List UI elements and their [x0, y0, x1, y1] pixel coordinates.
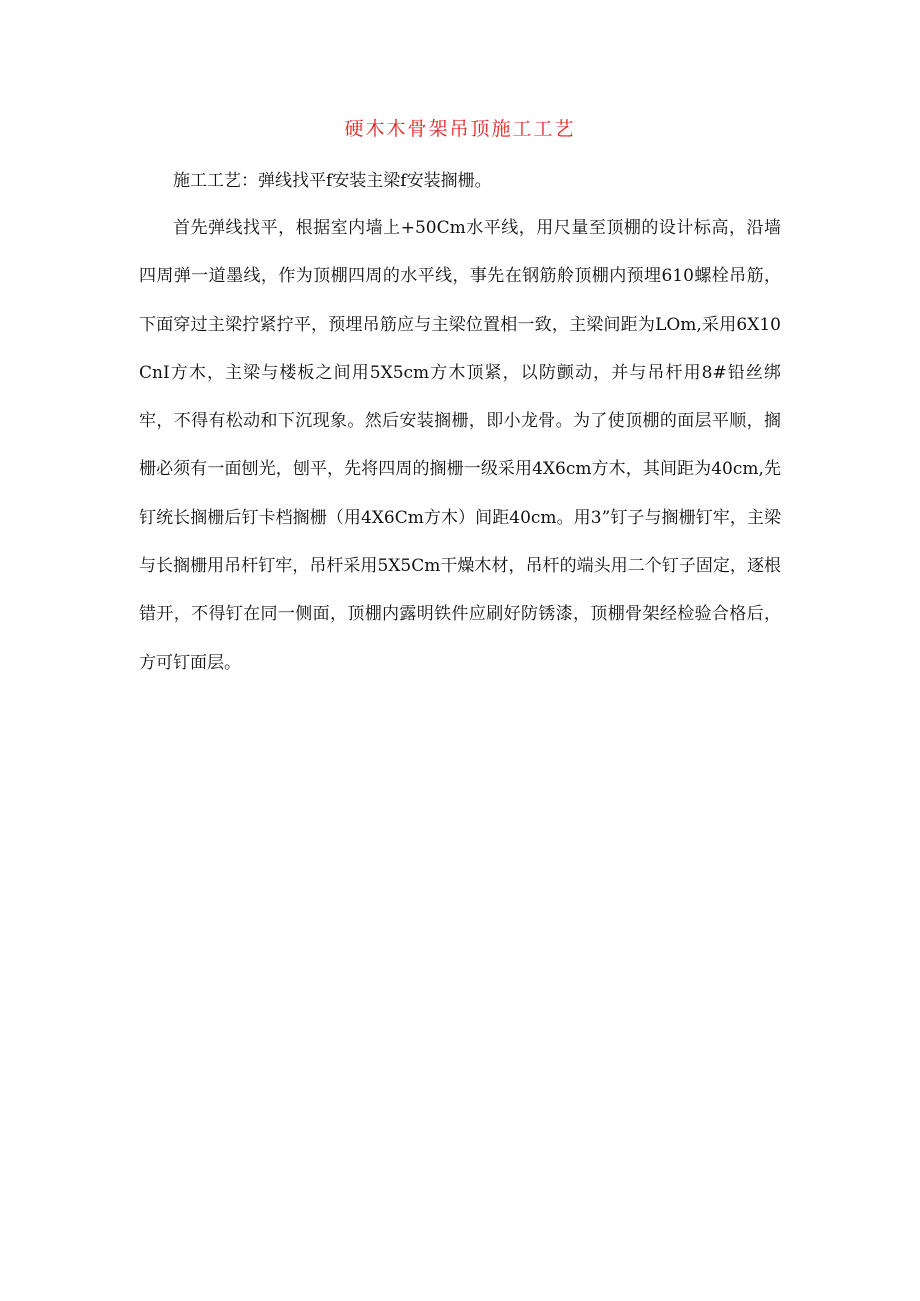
paragraph-process-detail: 首先弹线找平，根据室内墙上+50Cm水平线，用尺量至顶棚的设计标高，沿墙四周弹一道墨线，作为顶棚四周的水平线，事先在钢筋舲顶棚内预埋610螺栓吊筋，下面穿过主梁拧紧拧平，预埋吊筋应与主梁位置相一致，主梁间距为LOm,采用6X10CnI方木，主梁与楼板之间用5X5cm方木顶紧，以防颤动，并与吊杆用8#铅丝绑牢，不得有松动和下沉现象。然后安装搁栅，即小龙骨。为了使顶棚的面层平顺，搁栅必须有一面刨光，刨平，先将四周的搁栅一级采用4X6cm方木，其间距为40cm,先钉统长搁栅后钉卡档搁栅（用4X6Cm方木）间距40cm。用3”钉子与搁栅钉牢，主梁与长搁栅用吊杆钉牢，吊杆采用5X5Cm干燥木材，吊杆的端头用二个钉子固定，逐根错开，不得钉在同一侧面，顶棚内露明铁件应刷好防锈漆，顶棚骨架经检验合格后，方可钉面层。 — [139, 218, 781, 673]
document-title: 硬木木骨架吊顶施工工艺 — [344, 118, 576, 140]
paragraph-process-summary: 施工工艺：弹线找平f安装主梁f安装搁栅。 — [173, 171, 492, 191]
